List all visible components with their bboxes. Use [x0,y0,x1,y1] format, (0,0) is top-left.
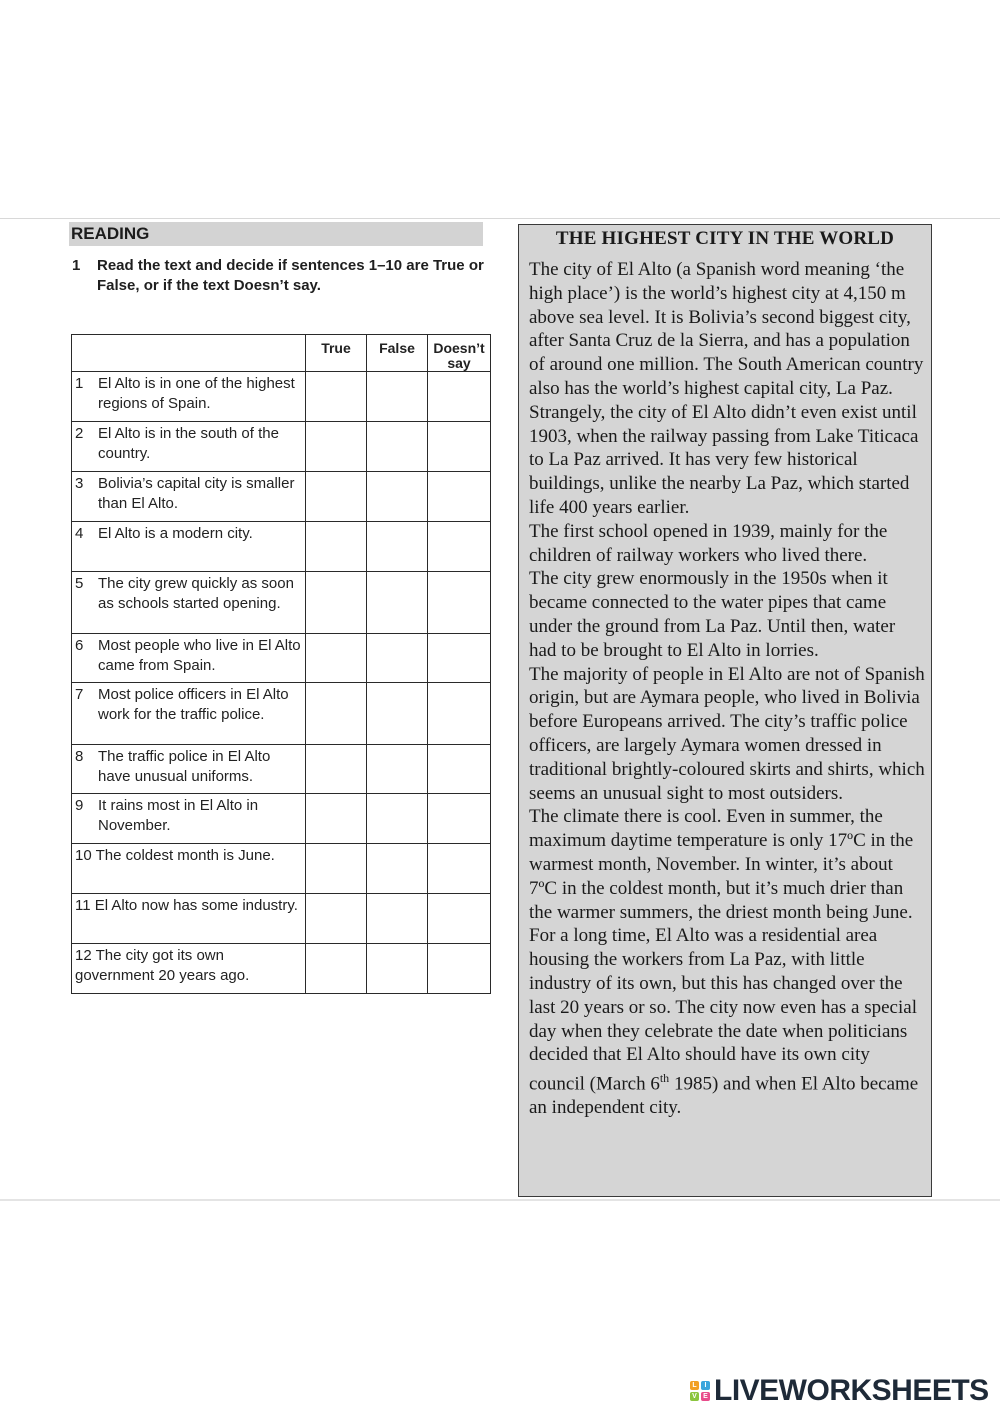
statement [72,944,305,986]
ordinal-suffix: th [659,1071,670,1086]
statement-cell [72,794,306,844]
statement [72,745,305,787]
table-row [72,683,491,745]
statement-text: It rains most in El Alto in November. [98,797,259,834]
answer-true-cell[interactable] [306,372,367,422]
passage-paragraph-7a: For a long time, El Alto was a residential area housing the workers from La Paz, with little industry of its own, but this has changed over the last 20 years or so. The city now even has a special day when they celebrate the date when politicians decided that El Alto should have its own city council (March 6 [529,925,917,1095]
statement-number: 5 [75,575,84,592]
header-doesnt-say: Doesn’t say [428,335,491,372]
logo-square-l: L [690,1381,699,1390]
statement-text: El Alto is in one of the highest regions of Spain. [98,375,295,412]
table-row [72,894,491,944]
liveworksheets-logo [690,1374,989,1408]
passage-paragraph-7b: 1985) and when El Alto became an independent city. [529,1073,919,1119]
statement [72,422,305,464]
answer-doesnt-say-cell[interactable] [428,894,491,944]
statement-number: 9 [75,797,84,814]
statement-number: 4 [75,525,84,542]
statement-text: El Alto is in the south of the country. [98,425,279,462]
answer-false-cell[interactable] [367,372,428,422]
answer-table [71,334,491,994]
answer-doesnt-say-cell[interactable] [428,844,491,894]
statement-cell [72,894,306,944]
answer-doesnt-say-cell[interactable] [428,372,491,422]
answer-true-cell[interactable] [306,422,367,472]
header-false: False [367,335,428,372]
passage-paragraph-3: The first school opened in 1939, mainly for the children of railway workers who lived there. [529,520,888,566]
statement-number: 1 [75,375,84,392]
statement-text: The traffic police in El Alto have unusual uniforms. [98,748,271,785]
logo-square-v: V [690,1392,699,1401]
answer-doesnt-say-cell[interactable] [428,522,491,572]
answer-true-cell[interactable] [306,522,367,572]
answer-false-cell[interactable] [367,794,428,844]
statement-number: 7 [75,686,84,703]
statement-cell [72,944,306,994]
answer-true-cell[interactable] [306,572,367,634]
header-true: True [306,335,367,372]
answer-true-cell[interactable] [306,683,367,745]
statement-text: Bolivia’s capital city is smaller than El Alto. [98,475,295,512]
statement-text: The city got its own government 20 years ago. [75,947,250,984]
statement-number: 11 [75,897,91,914]
instruction-text: Read the text and decide if sentences 1–10 are True or False, or if the text Doesn’t say. [97,257,484,294]
statement-cell [72,572,306,634]
answer-true-cell[interactable] [306,472,367,522]
answer-false-cell[interactable] [367,844,428,894]
answer-true-cell[interactable] [306,944,367,994]
statement [72,522,305,544]
table-row [72,634,491,683]
statement [72,634,305,676]
statement-cell [72,522,306,572]
logo-square-i: I [701,1381,710,1390]
instruction-number: 1 [72,257,81,274]
statement [72,572,305,614]
table-row [72,522,491,572]
table-row [72,422,491,472]
answer-false-cell[interactable] [367,944,428,994]
statement-text: El Alto is a modern city. [98,525,253,542]
reading-heading: READING [69,222,483,246]
table-row [72,944,491,994]
header-statement [72,335,306,372]
answer-true-cell[interactable] [306,745,367,794]
statement-rows [72,372,491,994]
statement-cell [72,683,306,745]
passage-paragraph-4: The city grew enormously in the 1950s when it became connected to the water pipes that came under the ground from La Paz. Until then, water had to be brought to El Alto in lorries. [529,568,896,661]
statement-cell [72,472,306,522]
answer-false-cell[interactable] [367,634,428,683]
answer-false-cell[interactable] [367,683,428,745]
answer-false-cell[interactable] [367,422,428,472]
statement [72,683,305,725]
statement [72,844,305,866]
passage-title: THE HIGHEST CITY IN THE WORLD [555,228,895,249]
statement-cell [72,372,306,422]
table-row [72,844,491,894]
statement-text: The city grew quickly as soon as schools started opening. [98,575,294,612]
statement [72,372,305,414]
answer-doesnt-say-cell[interactable] [428,944,491,994]
statement-cell [72,634,306,683]
statement-line [72,896,305,916]
answer-false-cell[interactable] [367,522,428,572]
table-row [72,745,491,794]
statement-number: 6 [75,637,84,654]
answer-true-cell[interactable] [306,794,367,844]
logo-grid-icon [690,1381,710,1401]
passage-paragraph-7 [519,924,931,1120]
answer-doesnt-say-cell[interactable] [428,794,491,844]
table-header-row [72,335,491,372]
statement [72,472,305,514]
statement-text: El Alto now has some industry. [94,897,298,914]
table-row [72,572,491,634]
answer-false-cell[interactable] [367,745,428,794]
statement-text: The coldest month is June. [95,847,275,864]
statement-number: 3 [75,475,84,492]
answer-doesnt-say-cell[interactable] [428,572,491,634]
statement-text: Most people who live in El Alto came from Spain. [98,637,301,674]
passage-paragraph-1: The city of El Alto (a Spanish word meaning ‘the high place’) is the world’s highest city at 4,150 m above sea level. It is Bolivia’s second biggest city, after Santa Cruz de la Sierra, and has a population of around one million. The South American country also has the world’s highest capital city, La Paz. [529,259,924,399]
table-row [72,794,491,844]
reading-passage [518,224,932,1197]
statement-cell [72,745,306,794]
table-row [72,372,491,422]
table-row [72,472,491,522]
passage-paragraph-5: The majority of people in El Alto are not of Spanish origin, but are Aymara people, who lived in Bolivia before Europeans arrived. The city’s traffic police officers, are largely Aymara women dressed in traditional brightly-coloured skirts and shirts, which seems an unusual sight to most outsiders. [529,663,925,804]
statement-number: 8 [75,748,84,765]
passage-paragraph-2: Strangely, the city of El Alto didn’t even exist until 1903, when the railway passing from Lake Titicaca to La Paz arrived. It has very few historical buildings, unlike the nearby La Paz, which started life 400 years earlier. [529,401,919,518]
statement [72,794,305,836]
answer-doesnt-say-cell[interactable] [428,472,491,522]
answer-true-cell[interactable] [306,844,367,894]
statement-text: Most police officers in El Alto work for the traffic police. [98,686,289,723]
statement-cell [72,844,306,894]
statement-number: 2 [75,425,84,442]
statement-number: 10 [75,847,92,864]
statement-number: 12 [75,947,92,964]
statement-line [72,946,305,986]
answer-true-cell[interactable] [306,894,367,944]
answer-doesnt-say-cell[interactable] [428,745,491,794]
answer-false-cell[interactable] [367,894,428,944]
logo-wordmark: LIVEWORKSHEETS [714,1374,989,1407]
passage-paragraph-6: The climate there is cool. Even in summer, the maximum daytime temperature is only 17ºC in the warmest month, November. In winter, it’s about 7ºC in the coldest month, but it’s much drier than the warmer summers, the driest month being June. [529,806,914,923]
answer-doesnt-say-cell[interactable] [428,422,491,472]
statement-cell [72,422,306,472]
answer-doesnt-say-cell[interactable] [428,683,491,745]
logo-square-e: E [701,1392,710,1401]
answer-true-cell[interactable] [306,634,367,683]
statement [72,894,305,916]
answer-false-cell[interactable] [367,572,428,634]
answer-doesnt-say-cell[interactable] [428,634,491,683]
answer-false-cell[interactable] [367,472,428,522]
statement-line [72,846,305,866]
